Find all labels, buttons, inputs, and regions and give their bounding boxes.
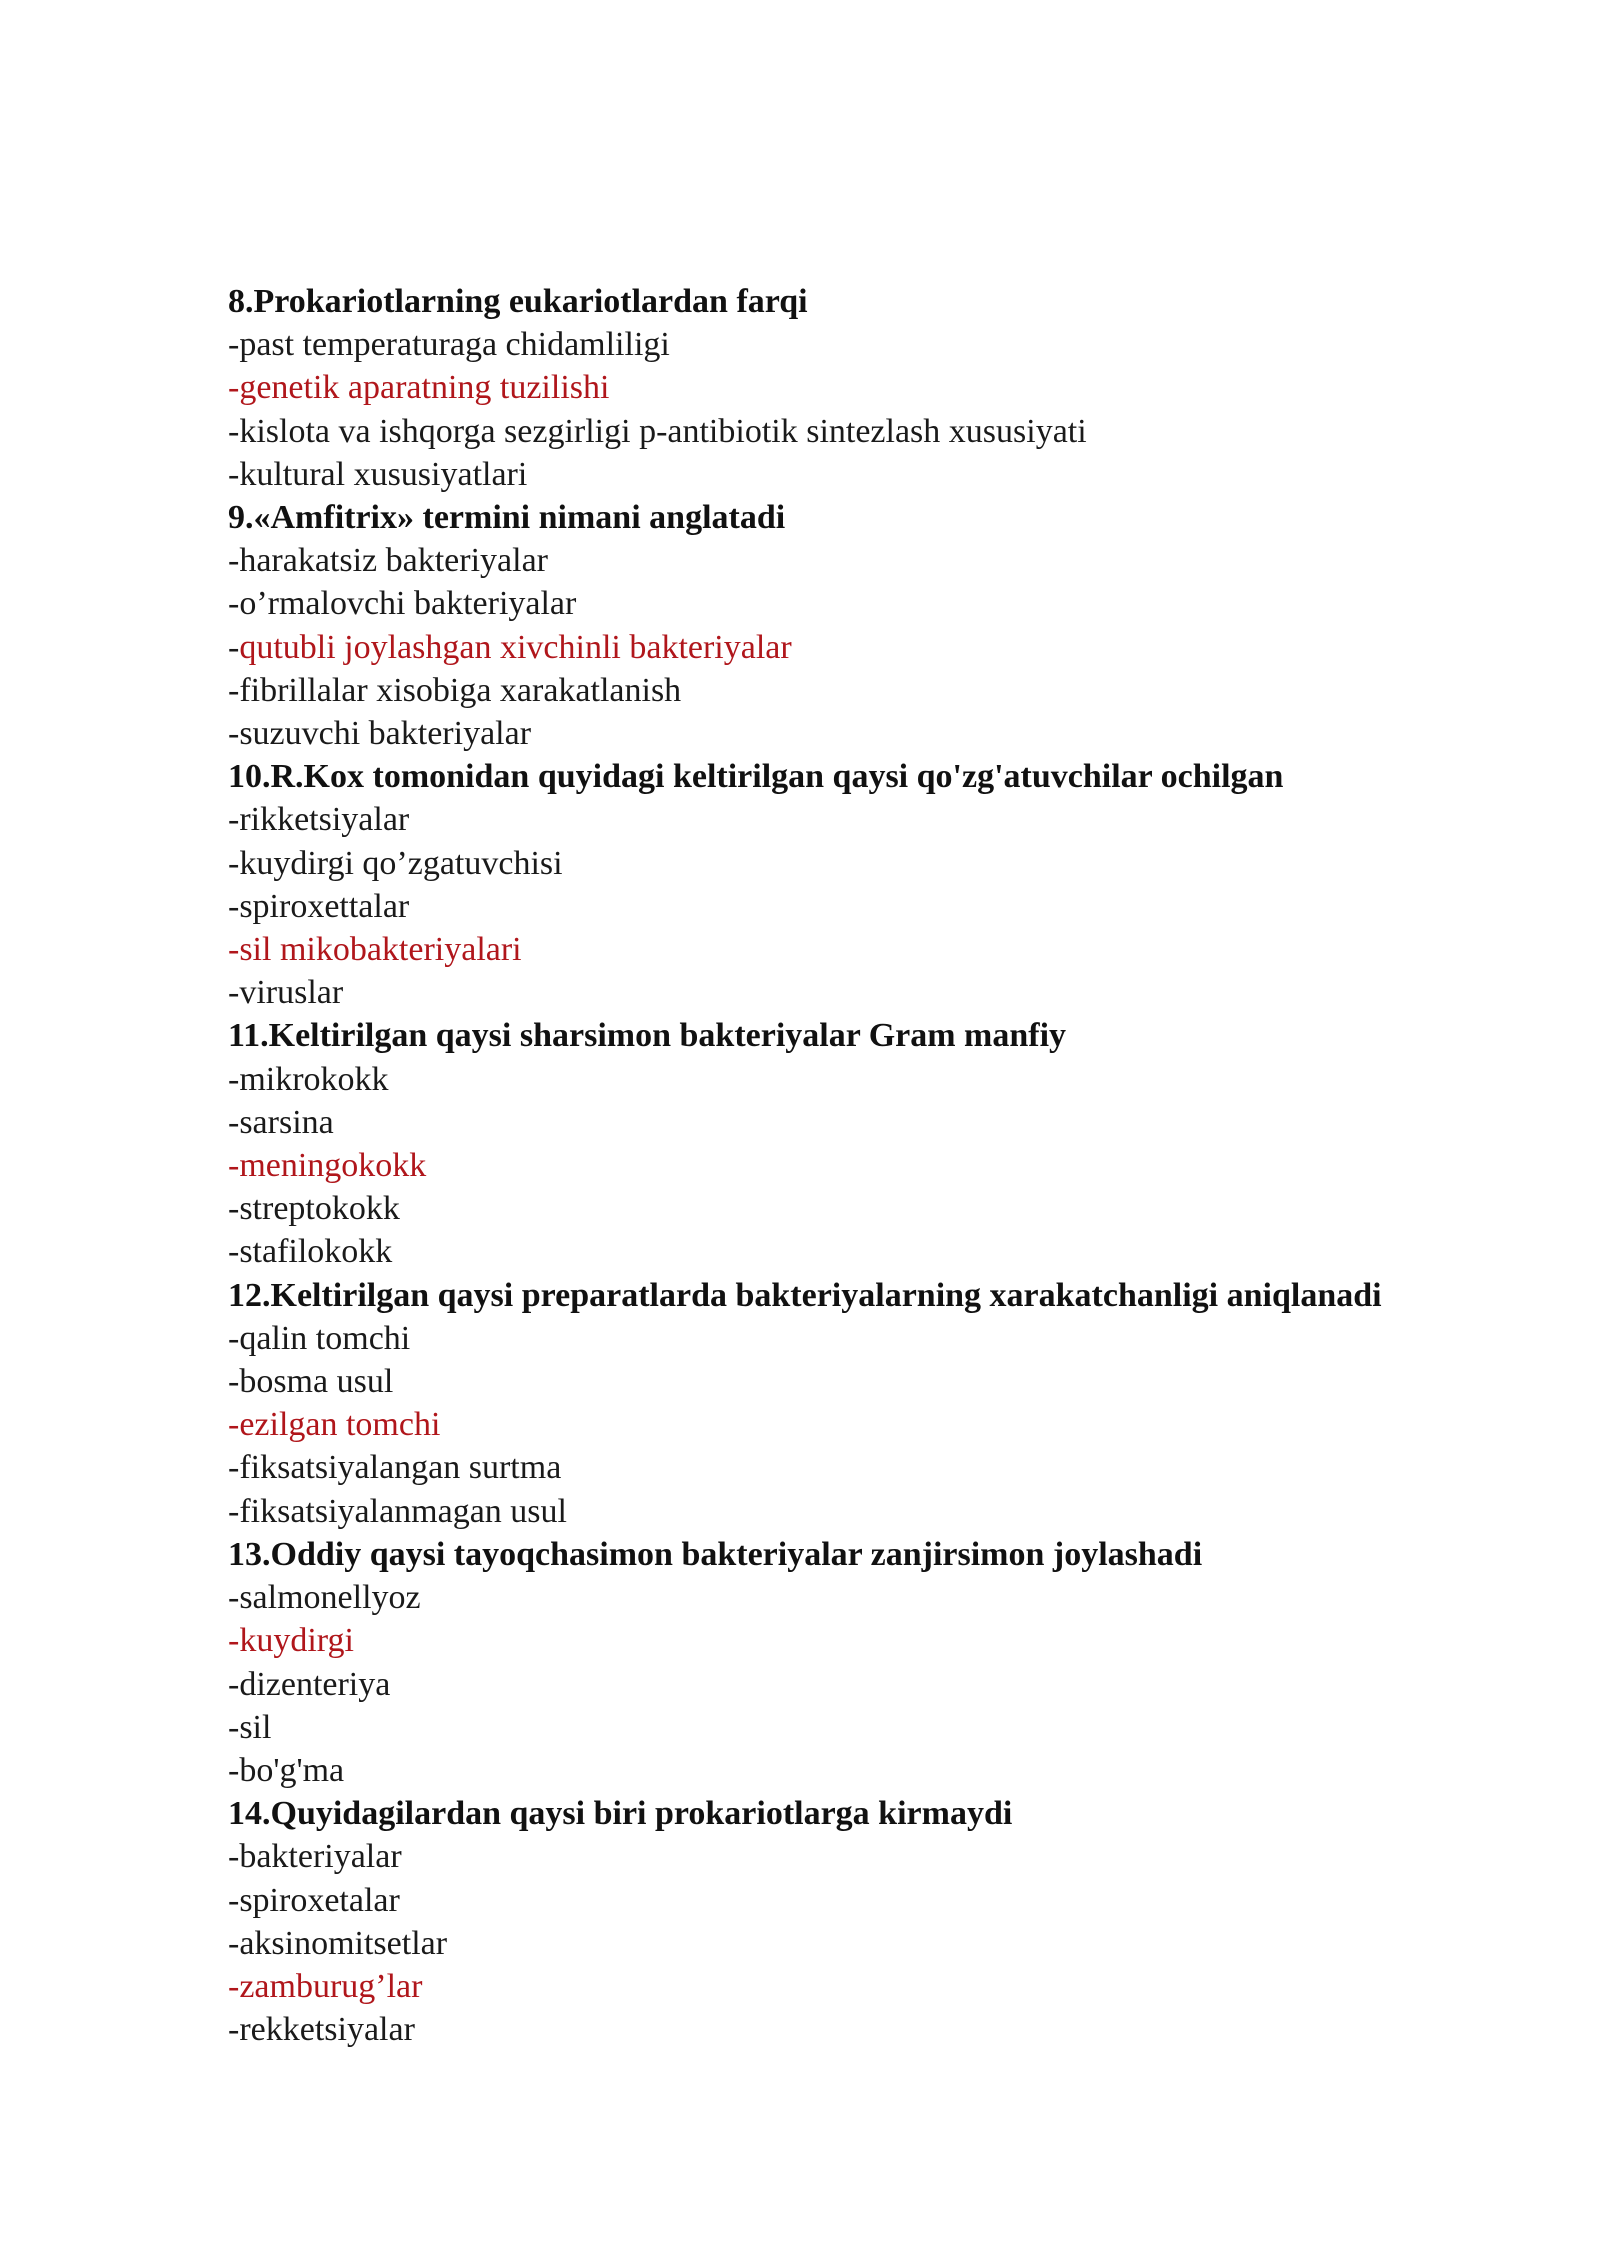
answer-option-correct: -ezilgan tomchi (228, 1406, 441, 1444)
answer-option: -stafilokokk (228, 1233, 393, 1271)
answer-option: -rekketsiyalar (228, 2011, 415, 2049)
answer-option: -kuydirgi qo’zgatuvchisi (228, 844, 563, 882)
answer-option: -streptokokk (228, 1190, 400, 1228)
answer-option: -kislota va ishqorga sezgirligi p-antibiotik sintezlash xususiyati (228, 412, 1087, 450)
answer-option: -fibrillalar xisobiga xarakatlanish (228, 671, 682, 709)
answer-option: -suzuvchi bakteriyalar (228, 715, 532, 753)
question-title: 14.Quyidagilardan qaysi biri prokariotlarga kirmaydi (228, 1795, 1013, 1833)
question-title: 12.Keltirilgan qaysi preparatlarda bakteriyalarning xarakatchanligi aniqlanadi (228, 1276, 1382, 1314)
answer-option: -spiroxettalar (228, 887, 410, 925)
answer-option: -dizenteriya (228, 1665, 391, 1703)
answer-option: -bosma usul (228, 1363, 394, 1401)
question-title: 11.Keltirilgan qaysi sharsimon bakteriyalar Gram manfiy (228, 1017, 1067, 1055)
option-text: qutubli joylashgan xivchinli bakteriyalar (239, 628, 792, 666)
answer-option: -bo'g'ma (228, 1751, 345, 1789)
answer-option: -harakatsiz bakteriyalar (228, 542, 548, 580)
question-title: 9.«Amfitrix» termini nimani anglatadi (228, 499, 786, 537)
answer-option: -bakteriyalar (228, 1838, 402, 1876)
answer-option: -o’rmalovchi bakteriyalar (228, 585, 577, 623)
answer-option: -spiroxetalar (228, 1881, 400, 1919)
answer-option: -fiksatsiyalangan surtma (228, 1449, 562, 1487)
answer-option: -fiksatsiyalanmagan usul (228, 1492, 567, 1530)
answer-option-correct (228, 626, 1480, 669)
answer-option-correct: -sil mikobakteriyalari (228, 931, 522, 969)
answer-option: -kultural xususiyatlari (228, 455, 528, 493)
question-title: 10.R.Kox tomonidan quyidagi keltirilgan qaysi qo'zg'atuvchilar ochilgan (228, 758, 1284, 796)
answer-option-correct: -kuydirgi (228, 1622, 354, 1660)
answer-option: -salmonellyoz (228, 1579, 421, 1617)
document-page (228, 280, 1480, 2051)
answer-option: -rikketsiyalar (228, 801, 410, 839)
question-title: 13.Oddiy qaysi tayoqchasimon bakteriyalar zanjirsimon joylashadi (228, 1535, 1203, 1573)
answer-option-correct: -genetik aparatning tuzilishi (228, 369, 610, 407)
answer-option: -sil (228, 1708, 272, 1746)
answer-option: -viruslar (228, 974, 344, 1012)
option-dash: - (228, 628, 240, 666)
answer-option: -past temperaturaga chidamliligi (228, 326, 670, 364)
question-title: 8.Prokariotlarning eukariotlardan farqi (228, 283, 808, 320)
answer-option: -mikrokokk (228, 1060, 389, 1098)
answer-option: -qalin tomchi (228, 1319, 411, 1357)
answer-option: -aksinomitsetlar (228, 1924, 448, 1962)
answer-option: -sarsina (228, 1103, 334, 1141)
answer-option-correct: -meningokokk (228, 1147, 427, 1185)
answer-option-correct: -zamburug’lar (228, 1967, 423, 2005)
